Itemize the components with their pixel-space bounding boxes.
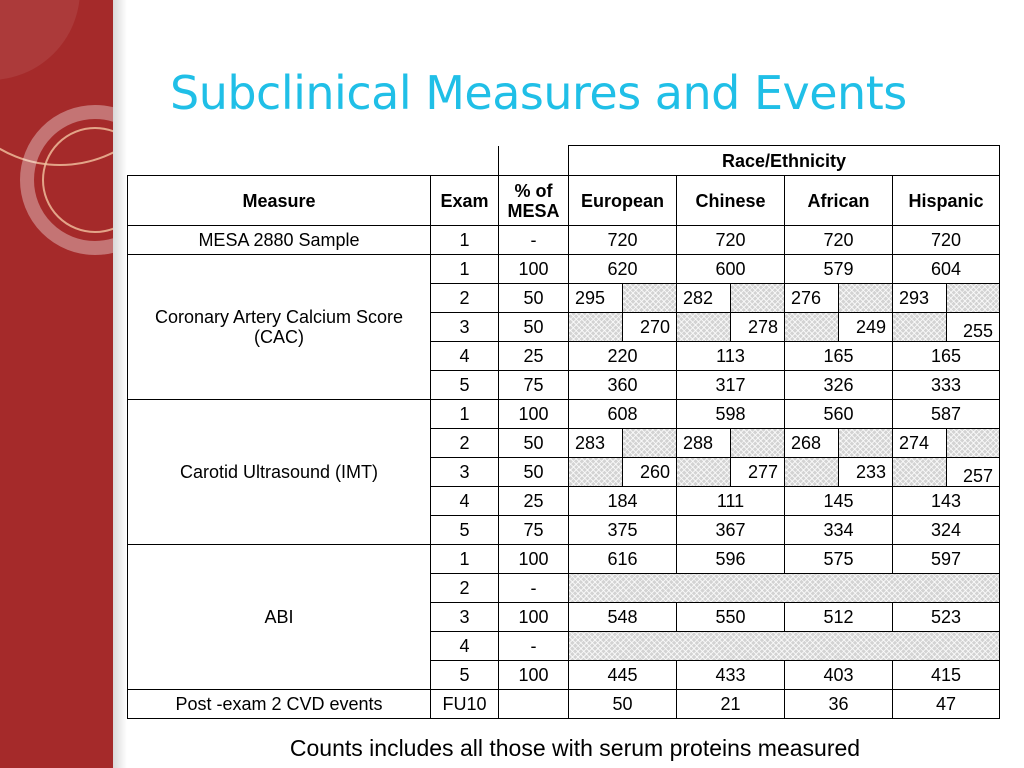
chinese-value: 282: [677, 284, 731, 313]
hatched-cell: [569, 313, 623, 342]
african-value: 233: [839, 458, 893, 487]
decorative-sidebar: [0, 0, 113, 768]
pct-cell: 25: [499, 487, 569, 516]
hispanic-value: 415: [893, 661, 1000, 690]
hatched-cell: [785, 458, 839, 487]
hatched-cell: [893, 313, 947, 342]
hatched-cell: [623, 429, 677, 458]
exam-cell: 2: [431, 429, 499, 458]
measure-header: Measure: [128, 176, 431, 226]
european-value: 548: [569, 603, 677, 632]
african-value: 276: [785, 284, 839, 313]
european-value: 220: [569, 342, 677, 371]
pct-cell: 50: [499, 458, 569, 487]
pct-cell: 100: [499, 661, 569, 690]
hatched-cell: [731, 284, 785, 313]
hispanic-value: 293: [893, 284, 947, 313]
hispanic-value: 255: [947, 313, 1000, 342]
chinese-value: 317: [677, 371, 785, 400]
hispanic-value: 324: [893, 516, 1000, 545]
hatched-cell: [569, 458, 623, 487]
european-value: 445: [569, 661, 677, 690]
pct-cell: -: [499, 226, 569, 255]
hatched-cell: [731, 429, 785, 458]
pct-cell: 75: [499, 371, 569, 400]
chinese-value: 111: [677, 487, 785, 516]
hispanic-value: 587: [893, 400, 1000, 429]
african-value: 579: [785, 255, 893, 284]
african-value: 575: [785, 545, 893, 574]
african-value: 36: [785, 690, 893, 719]
exam-cell: 3: [431, 313, 499, 342]
table-row: [128, 226, 1000, 255]
table-row: [128, 545, 1000, 574]
chinese-value: 596: [677, 545, 785, 574]
race-ethnicity-header: Race/Ethnicity: [569, 146, 1000, 176]
african-value: 249: [839, 313, 893, 342]
pct-cell: 25: [499, 342, 569, 371]
european-value: 184: [569, 487, 677, 516]
hatched-cell: [569, 574, 1000, 603]
measure-label: Carotid Ultrasound (IMT): [128, 400, 431, 545]
hispanic-value: 47: [893, 690, 1000, 719]
chinese-value: 720: [677, 226, 785, 255]
pct-cell: 100: [499, 603, 569, 632]
measure-label: MESA 2880 Sample: [128, 226, 431, 255]
european-value: 270: [623, 313, 677, 342]
chinese-value: 367: [677, 516, 785, 545]
hispanic-value: 165: [893, 342, 1000, 371]
european-value: 360: [569, 371, 677, 400]
table-row: [128, 400, 1000, 429]
hatched-cell: [947, 429, 1000, 458]
hatched-cell: [893, 458, 947, 487]
hatched-cell: [677, 458, 731, 487]
header-row-top: [128, 146, 1000, 176]
hatched-cell: [677, 313, 731, 342]
hatched-cell: [839, 429, 893, 458]
exam-cell: 3: [431, 458, 499, 487]
african-value: 560: [785, 400, 893, 429]
pct-cell: -: [499, 632, 569, 661]
decorative-rings-icon: [0, 0, 113, 768]
table-row: [128, 690, 1000, 719]
chinese-value: 277: [731, 458, 785, 487]
exam-cell: 2: [431, 284, 499, 313]
exam-cell: FU10: [431, 690, 499, 719]
european-header: European: [569, 176, 677, 226]
exam-cell: 1: [431, 545, 499, 574]
page-title: Subclinical Measures and Events: [170, 66, 907, 120]
hispanic-value: 333: [893, 371, 1000, 400]
european-value: 260: [623, 458, 677, 487]
european-value: 620: [569, 255, 677, 284]
hatched-cell: [839, 284, 893, 313]
header-row: [128, 176, 1000, 226]
pct-mesa-header: % of MESA: [499, 176, 569, 226]
chinese-header: Chinese: [677, 176, 785, 226]
chinese-value: 433: [677, 661, 785, 690]
exam-cell: 4: [431, 487, 499, 516]
european-value: 616: [569, 545, 677, 574]
exam-cell: 2: [431, 574, 499, 603]
pct-cell: 100: [499, 400, 569, 429]
chinese-value: 113: [677, 342, 785, 371]
african-value: 165: [785, 342, 893, 371]
exam-cell: 5: [431, 371, 499, 400]
hispanic-value: 523: [893, 603, 1000, 632]
african-value: 512: [785, 603, 893, 632]
european-value: 283: [569, 429, 623, 458]
sidebar-edge: [113, 0, 127, 768]
hispanic-value: 143: [893, 487, 1000, 516]
measure-label: ABI: [128, 545, 431, 690]
chinese-value: 288: [677, 429, 731, 458]
pct-cell: -: [499, 574, 569, 603]
measure-label: Post -exam 2 CVD events: [128, 690, 431, 719]
exam-cell: 4: [431, 342, 499, 371]
hispanic-value: 604: [893, 255, 1000, 284]
pct-cell: [499, 690, 569, 719]
exam-cell: 1: [431, 400, 499, 429]
chinese-value: 598: [677, 400, 785, 429]
pct-cell: 75: [499, 516, 569, 545]
hatched-cell: [623, 284, 677, 313]
european-value: 375: [569, 516, 677, 545]
exam-cell: 1: [431, 226, 499, 255]
exam-cell: 1: [431, 255, 499, 284]
chinese-value: 21: [677, 690, 785, 719]
african-value: 403: [785, 661, 893, 690]
exam-cell: 5: [431, 661, 499, 690]
exam-cell: 5: [431, 516, 499, 545]
chinese-value: 550: [677, 603, 785, 632]
pct-cell: 100: [499, 545, 569, 574]
pct-cell: 50: [499, 284, 569, 313]
chinese-value: 600: [677, 255, 785, 284]
african-value: 145: [785, 487, 893, 516]
measure-label: Coronary Artery Calcium Score (CAC): [128, 255, 431, 400]
african-value: 720: [785, 226, 893, 255]
chinese-value: 278: [731, 313, 785, 342]
hispanic-header: Hispanic: [893, 176, 1000, 226]
hatched-cell: [947, 284, 1000, 313]
pct-cell: 50: [499, 429, 569, 458]
measures-table: [127, 145, 1000, 719]
hispanic-value: 274: [893, 429, 947, 458]
european-value: 50: [569, 690, 677, 719]
european-value: 608: [569, 400, 677, 429]
african-header: African: [785, 176, 893, 226]
hispanic-value: 720: [893, 226, 1000, 255]
exam-header: Exam: [431, 176, 499, 226]
hatched-cell: [569, 632, 1000, 661]
african-value: 334: [785, 516, 893, 545]
hatched-cell: [785, 313, 839, 342]
exam-cell: 4: [431, 632, 499, 661]
table-row: [128, 255, 1000, 284]
footnote: Counts includes all those with serum proteins measured: [289, 735, 861, 761]
exam-cell: 3: [431, 603, 499, 632]
pct-cell: 50: [499, 313, 569, 342]
african-value: 268: [785, 429, 839, 458]
african-value: 326: [785, 371, 893, 400]
european-value: 295: [569, 284, 623, 313]
hispanic-value: 597: [893, 545, 1000, 574]
pct-cell: 100: [499, 255, 569, 284]
hispanic-value: 257: [947, 458, 1000, 487]
european-value: 720: [569, 226, 677, 255]
